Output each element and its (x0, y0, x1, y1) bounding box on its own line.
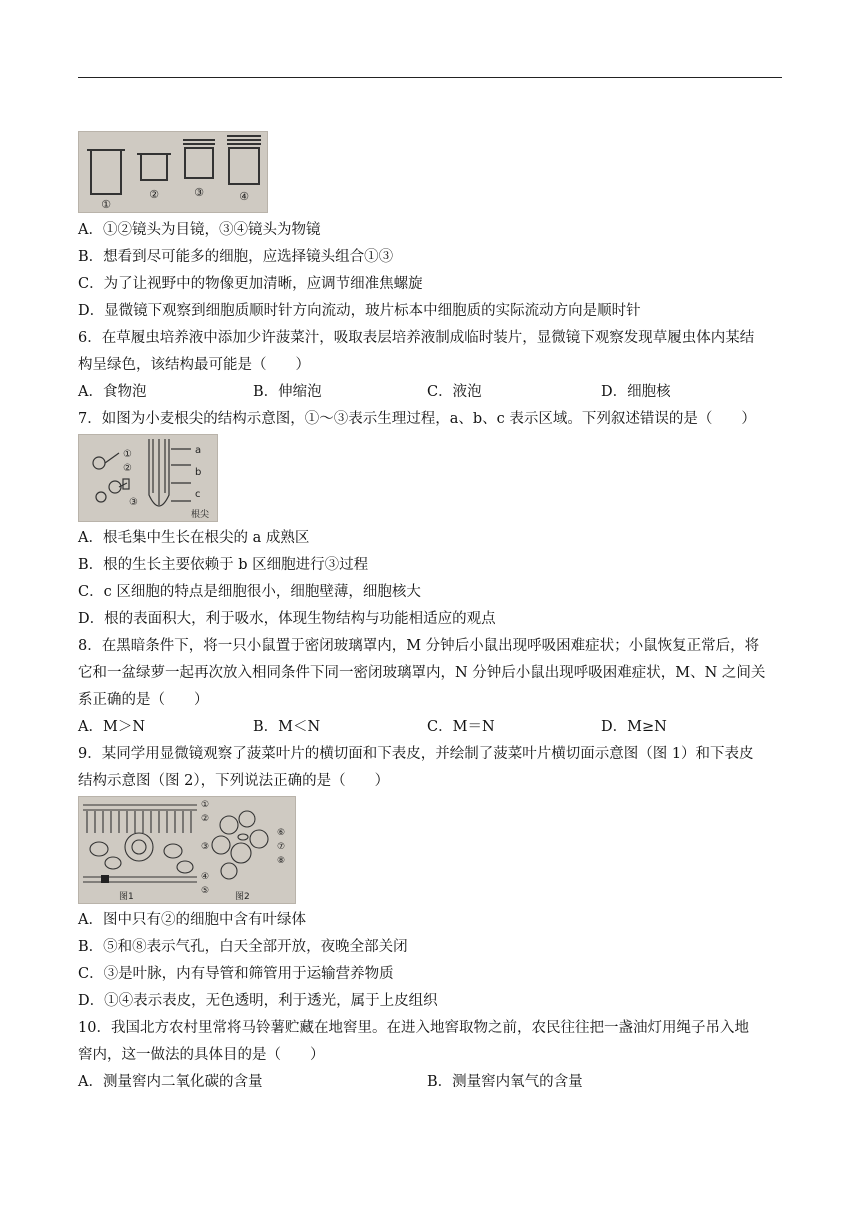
q9-label-1: ① (201, 800, 210, 810)
q7-root-tip-figure (78, 434, 218, 522)
q9-option-b: B．⑤和⑧表示气孔，白天全部开放，夜晚全部关闭 (78, 939, 408, 955)
q9-option-c: C．③是叶脉，内有导管和筛管用于运输营养物质 (78, 966, 394, 982)
q7-label-a: a (195, 445, 202, 456)
q10-option-a: A．测量窖内二氧化碳的含量 (78, 1074, 263, 1090)
q8-option-b: B．M＜N (253, 719, 321, 735)
q9-option-d: D．①④表示表皮，无色透明，利于透光，属于上皮组织 (78, 993, 438, 1009)
q6-option-c: C．液泡 (427, 384, 482, 400)
q5-option-c: C．为了让视野中的物像更加清晰，应调节细准焦螺旋 (78, 276, 423, 292)
q8-option-c: C．M＝N (427, 719, 495, 735)
q9-label-8: ⑧ (277, 856, 286, 866)
q7-stem: 7．如图为小麦根尖的结构示意图，①～③表示生理过程，a、b、c 表示区域。下列叙述错误的是（ ） (78, 411, 756, 427)
q5-label-3: ③ (194, 186, 204, 199)
q7-label-1: ① (123, 449, 132, 460)
q6-option-b: B．伸缩泡 (253, 384, 322, 400)
q7-option-c: C．c 区细胞的特点是细胞很小，细胞壁薄，细胞核大 (78, 584, 421, 600)
q8-stem-line2: 它和一盆绿萝一起再次放入相同条件下同一密闭玻璃罩内，N 分钟后小鼠出现呼吸困难症状，M、N 之间关 (78, 665, 766, 681)
q7-label-b: b (195, 467, 202, 478)
header-rule (78, 77, 782, 78)
q9-label-6: ⑥ (277, 828, 286, 838)
q7-option-a: A．根毛集中生长在根尖的 a 成熟区 (78, 530, 310, 546)
q9-label-5: ⑤ (201, 886, 210, 896)
q5-label-2: ② (149, 188, 159, 201)
q10-stem-line2: 窖内，这一做法的具体目的是（ ） (78, 1047, 325, 1063)
q9-stem-line1: 9．某同学用显微镜观察了菠菜叶片的横切面和下表皮，并绘制了菠菜叶片横切面示意图（图 1）和下表皮 (78, 746, 754, 762)
q9-label-2: ② (201, 814, 210, 824)
q7-label-2: ② (123, 463, 132, 474)
q5-option-b: B．想看到尽可能多的细胞，应选择镜头组合①③ (78, 249, 394, 265)
q7-caption: 根尖 (191, 510, 210, 520)
q5-option-d: D．显微镜下观察到细胞质顺时针方向流动，玻片标本中细胞质的实际流动方向是顺时针 (78, 303, 641, 319)
q5-label-1: ① (101, 198, 111, 211)
q7-option-b: B．根的生长主要依赖于 b 区细胞进行③过程 (78, 557, 369, 573)
q8-stem-line3: 系正确的是（ ） (78, 692, 209, 708)
q9-leaf-figure (78, 796, 296, 904)
q8-stem-line1: 8．在黑暗条件下，将一只小鼠置于密闭玻璃罩内，M 分钟后小鼠出现呼吸困难症状；小鼠恢复正常后，将 (78, 638, 760, 654)
q9-caption-fig2: 图2 (235, 892, 250, 902)
q6-stem-line1: 6．在草履虫培养液中添加少许菠菜汁，吸取表层培养液制成临时装片，显微镜下观察发现草履虫体内某结 (78, 330, 755, 346)
q10-option-b: B．测量窖内氧气的含量 (427, 1074, 583, 1090)
q6-stem-line2: 构呈绿色，该结构最可能是（ ） (78, 357, 310, 373)
q5-lens-figure (78, 131, 268, 213)
q8-option-a: A．M＞N (78, 719, 146, 735)
q9-label-3: ③ (201, 842, 210, 852)
q5-option-a: A．①②镜头为目镜，③④镜头为物镜 (78, 222, 321, 238)
q8-option-d: D．M≥N (601, 719, 667, 735)
q9-option-a: A．图中只有②的细胞中含有叶绿体 (78, 912, 306, 928)
q9-label-7: ⑦ (277, 842, 286, 852)
q9-stem-line2: 结构示意图（图 2），下列说法正确的是（ ） (78, 773, 390, 789)
q10-stem-line1: 10．我国北方农村里常将马铃薯贮藏在地窖里。在进入地窖取物之前，农民往往把一盏油灯用绳子吊入地 (78, 1020, 749, 1036)
q7-label-3: ③ (129, 497, 138, 508)
q9-caption-fig1: 图1 (119, 892, 134, 902)
q7-label-c: c (195, 489, 201, 500)
q7-option-d: D．根的表面积大，利于吸水，体现生物结构与功能相适应的观点 (78, 611, 496, 627)
q6-option-a: A．食物泡 (78, 384, 147, 400)
q5-label-4: ④ (239, 190, 249, 203)
q6-option-d: D．细胞核 (601, 384, 671, 400)
q9-label-4: ④ (201, 872, 210, 882)
